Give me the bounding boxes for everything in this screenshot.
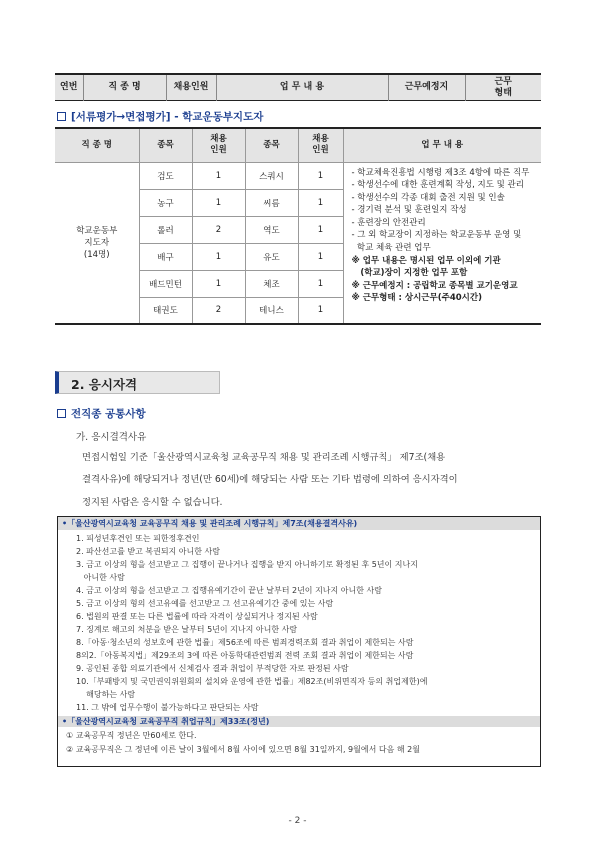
sport-cell: 체조: [245, 270, 298, 297]
list-item: 5. 금고 이상의 형의 선고유예를 선고받고 그 선고유예기간 중에 있는 사람: [76, 599, 334, 608]
duty-line: - 학생선수에 대한 훈련계획 작성, 지도 및 관리: [351, 180, 524, 191]
duty-line: - 경기력 분석 및 훈련일지 작성: [351, 205, 467, 216]
duty-line: 학교 체육 관련 업무: [351, 243, 431, 254]
table-row: [55, 162, 541, 189]
body-line: 면접시험일 기준「울산광역시교육청 교육공무직 채용 및 관리조례 시행규칙」 제7조(채용: [82, 452, 446, 463]
count-cell: 1: [192, 189, 245, 216]
duty-line: - 학교체육진흥법 시행령 제3조 4항에 따른 직무: [351, 167, 530, 178]
item-heading: 가. 응시결격사유: [76, 432, 147, 443]
duty-line: - 학생선수의 각종 대회 출전 지원 및 인솔: [351, 192, 505, 203]
header-col: 업 무 내 용: [216, 74, 388, 101]
sport-cell: 롤러: [139, 216, 192, 243]
box-title: •「울산광역시교육청 교육공무직 취업규칙」제33조(정년): [58, 716, 540, 727]
job-name-cell: 학교운동부 지도자 (14명): [55, 162, 139, 324]
count-cell: 1: [298, 297, 343, 324]
header-col: 채용인원: [166, 74, 216, 101]
list-item: 9. 공인된 종합 의료기관에서 신체검사 결과 취업이 부적당한 자로 판정된 사람: [76, 664, 349, 673]
header-col: 근무예정지: [388, 74, 465, 101]
sport-cell: 농구: [139, 189, 192, 216]
list-item: 8의2.「아동복지법」제29조의 3에 따른 아동학대관련범죄 전력 조회 결과 취업이 제한되는 사람: [76, 651, 414, 660]
sport-cell: 배드민턴: [139, 270, 192, 297]
list-item: 해당하는 사람: [76, 690, 136, 699]
list-item: 아니한 사람: [76, 573, 125, 582]
list-item: ① 교육공무직 정년은 만60세로 한다.: [66, 731, 197, 740]
duty-line: - 그 외 학교장이 지정하는 학교운동부 운영 및: [351, 230, 522, 241]
count-cell: 2: [192, 297, 245, 324]
regulation-box: [57, 516, 541, 767]
body-line: 결격사유)에 해당되거나 정년(만 60세)에 해당되는 사람 또는 기타 법령에 의하여 응시자격이: [82, 474, 458, 485]
header-col: 직 종 명: [83, 74, 166, 101]
list-item: 6. 법원의 판결 또는 다른 법률에 따라 자격이 상실되거나 정지된 사람: [76, 612, 318, 621]
checkbox-square-icon: [57, 409, 66, 418]
count-cell: 1: [298, 216, 343, 243]
section-heading-coach: [서류평가→면접평가] - 학교운동부지도자: [57, 109, 263, 124]
th-duty: 업 무 내 용: [343, 128, 541, 162]
list-item: 2. 파산선고를 받고 복권되지 아니한 사람: [76, 547, 220, 556]
duty-note: ※ 업무 내용은 명시된 업무 이외에 기관: [351, 255, 501, 266]
sport-cell: 유도: [245, 243, 298, 270]
list-item: 7. 징계로 해고의 처분을 받은 날부터 5년이 지나지 아니한 사람: [76, 625, 298, 634]
duty-note: (학교)장이 지정한 업무 포함: [351, 268, 468, 279]
checkbox-square-icon: [57, 112, 66, 121]
count-cell: 1: [298, 270, 343, 297]
sport-cell: 배구: [139, 243, 192, 270]
count-cell: 1: [298, 189, 343, 216]
page-number: - 2 -: [288, 816, 307, 826]
count-cell: 1: [192, 162, 245, 189]
count-cell: 2: [192, 216, 245, 243]
duty-cell: [343, 162, 541, 324]
duty-line: - 훈련장의 안전관리: [351, 217, 426, 228]
sport-cell: 검도: [139, 162, 192, 189]
th-job: 직 종 명: [55, 128, 139, 162]
list-item: 8.「아동·청소년의 성보호에 관한 법률」제56조에 따른 범죄경력조회 결과 취업이 제한되는 사람: [76, 638, 414, 647]
th-sport: 종목: [139, 128, 192, 162]
count-cell: 1: [192, 243, 245, 270]
th-count: 채용 인원: [192, 128, 245, 162]
sport-cell: 테니스: [245, 297, 298, 324]
box-title: •「울산광역시교육청 교육공무직 채용 및 관리조례 시행규칙」제7조(채용결격사유): [62, 519, 358, 528]
th-count: 채용 인원: [298, 128, 343, 162]
count-cell: 1: [298, 162, 343, 189]
count-cell: 1: [298, 243, 343, 270]
body-line: 정지된 사람은 응시할 수 없습니다.: [82, 497, 223, 508]
section-heading-common: 전직종 공통사항: [57, 406, 146, 421]
header-col: 근무 형태: [465, 74, 541, 101]
list-item: 11. 그 밖에 업무수행이 불가능하다고 판단되는 사람: [76, 703, 259, 712]
section-title-qualification: 2. 응시자격: [55, 371, 220, 394]
list-item: ② 교육공무직은 그 정년에 이른 날이 3월에서 8월 사이에 있으면 8월 31일까지, 9월에서 다음 해 2월: [66, 745, 420, 754]
sport-cell: 스쿼시: [245, 162, 298, 189]
th-sport: 종목: [245, 128, 298, 162]
coach-table-header: [55, 128, 541, 162]
duty-note: ※ 근무예정지 : 공립학교 종목별 교기운영교: [351, 280, 518, 291]
header-col: 연번: [55, 74, 83, 101]
sport-cell: 역도: [245, 216, 298, 243]
list-item: 3. 금고 이상의 형을 선고받고 그 집행이 끝나거나 집행을 받지 아니하기로 확정된 후 5년이 지나지: [76, 560, 418, 569]
list-item: 1. 피성년후견인 또는 피한정후견인: [76, 534, 200, 543]
duty-note: ※ 근무형태 : 상시근무(주40시간): [351, 293, 482, 304]
coach-table: [55, 127, 541, 325]
list-item: 4. 금고 이상의 형을 선고받고 그 집행유예기간이 끝난 날부터 2년이 지나지 아니한 사람: [76, 586, 382, 595]
list-item: 10.「부패방지 및 국민권익위원회의 설치와 운영에 관한 법률」제82조(비위면직자 등의 취업제한)에: [76, 677, 428, 686]
sport-cell: 씨름: [245, 189, 298, 216]
count-cell: 1: [192, 270, 245, 297]
sport-cell: 태권도: [139, 297, 192, 324]
header-table: [55, 73, 541, 101]
